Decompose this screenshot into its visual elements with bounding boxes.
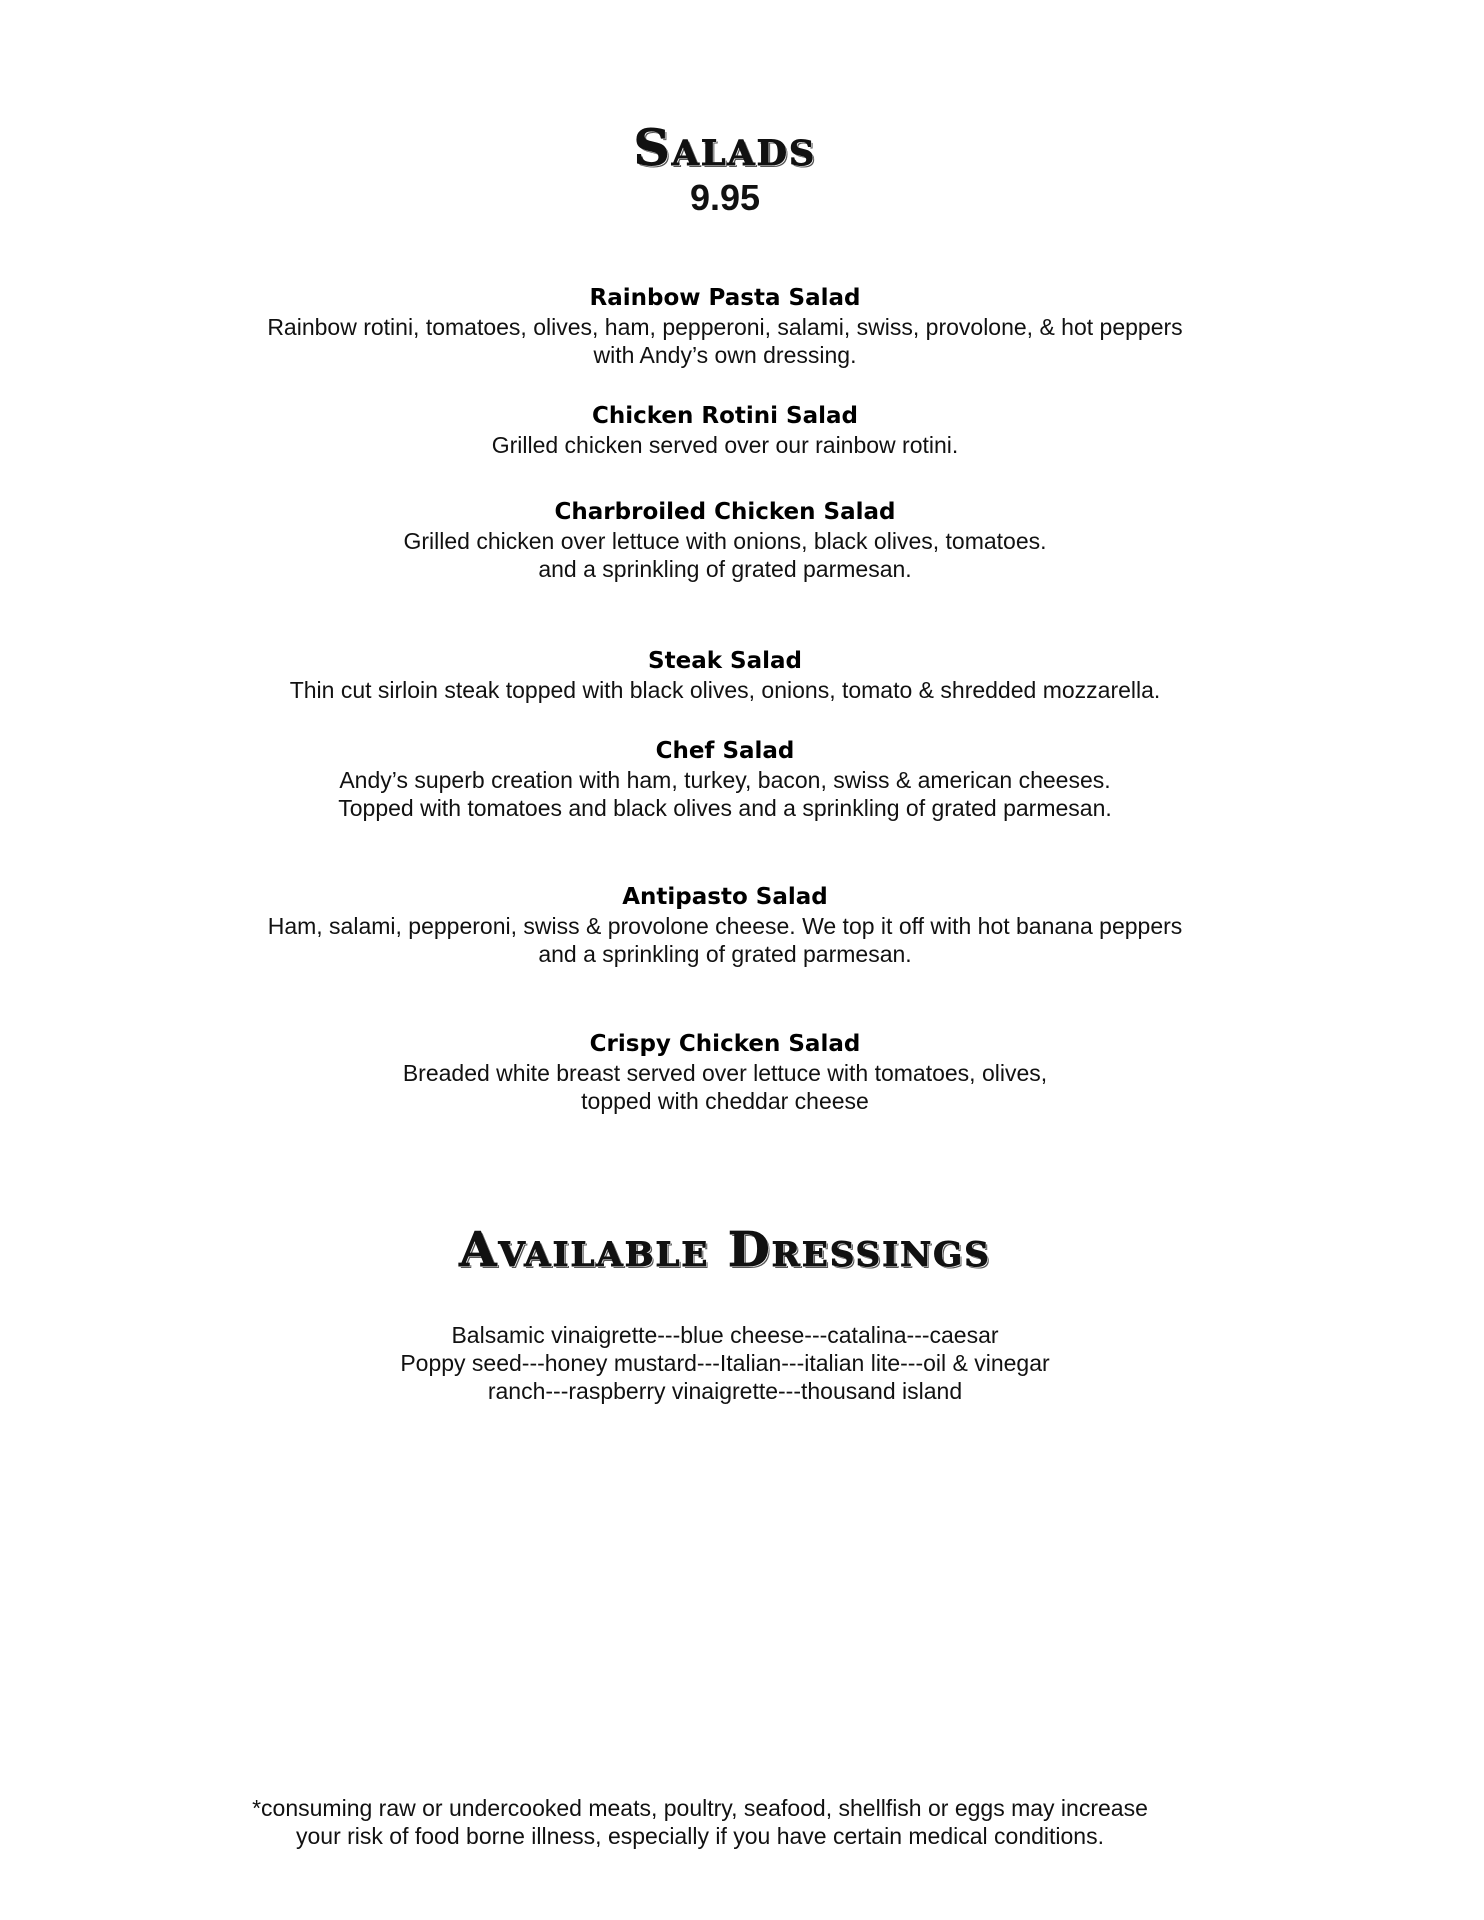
food-safety-disclaimer xyxy=(0,1794,1400,1850)
section-title-salads: Salads xyxy=(633,118,817,177)
menu-item-description: Thin cut sirloin steak topped with black olives, onions, tomato & shredded mozzarella. xyxy=(289,677,1161,703)
menu-item-name: Steak Salad xyxy=(648,648,802,674)
menu-item-name: Crispy Chicken Salad xyxy=(589,1031,861,1057)
section-title-dressings: Available Dressings xyxy=(459,1222,991,1278)
menu-item-name: Chicken Rotini Salad xyxy=(591,403,859,429)
disclaimer-line: your risk of food borne illness, especially if you have certain medical conditions. xyxy=(296,1823,1104,1849)
salads-price: 9.95 xyxy=(689,177,761,218)
menu-item-name: Rainbow Pasta Salad xyxy=(589,285,861,311)
menu-item-name: Chef Salad xyxy=(655,738,795,764)
menu-item-description: Rainbow rotini, tomatoes, olives, ham, pepperoni, salami, swiss, provolone, & hot peppers xyxy=(267,314,1183,340)
menu-item-description: Topped with tomatoes and black olives and a sprinkling of grated parmesan. xyxy=(338,795,1112,821)
menu-item-description: and a sprinkling of grated parmesan. xyxy=(538,941,912,967)
menu-item xyxy=(0,401,1450,459)
menu-item-description: with Andy’s own dressing. xyxy=(593,342,857,368)
dressing-line: Poppy seed---honey mustard---Italian---italian lite---oil & vinegar xyxy=(400,1350,1050,1376)
menu-item-description: Andy’s superb creation with ham, turkey, bacon, swiss & american cheeses. xyxy=(339,767,1111,793)
menu-item-description: and a sprinkling of grated parmesan. xyxy=(538,556,912,582)
menu-item xyxy=(0,736,1450,822)
menu-item xyxy=(0,1029,1450,1115)
menu-item xyxy=(0,283,1450,369)
menu-item-description: Grilled chicken served over our rainbow rotini. xyxy=(491,432,959,458)
menu-item-description: topped with cheddar cheese xyxy=(581,1088,869,1114)
menu-item xyxy=(0,646,1450,704)
dressing-line: Balsamic vinaigrette---blue cheese---catalina---caesar xyxy=(451,1322,999,1348)
disclaimer-line: *consuming raw or undercooked meats, poultry, seafood, shellfish or eggs may increase xyxy=(252,1795,1148,1821)
menu-item-description: Grilled chicken over lettuce with onions, black olives, tomatoes. xyxy=(403,528,1047,554)
menu-item-name: Charbroiled Chicken Salad xyxy=(554,499,896,525)
dressing-line: ranch---raspberry vinaigrette---thousand island xyxy=(487,1378,963,1404)
menu-item-description: Ham, salami, pepperoni, swiss & provolone cheese. We top it off with hot banana peppers xyxy=(267,913,1183,939)
menu-item xyxy=(0,882,1450,968)
menu-item xyxy=(0,497,1450,583)
menu-item-name: Antipasto Salad xyxy=(622,884,828,910)
dressings-list xyxy=(0,1321,1450,1405)
menu-item-description: Breaded white breast served over lettuce with tomatoes, olives, xyxy=(402,1060,1048,1086)
